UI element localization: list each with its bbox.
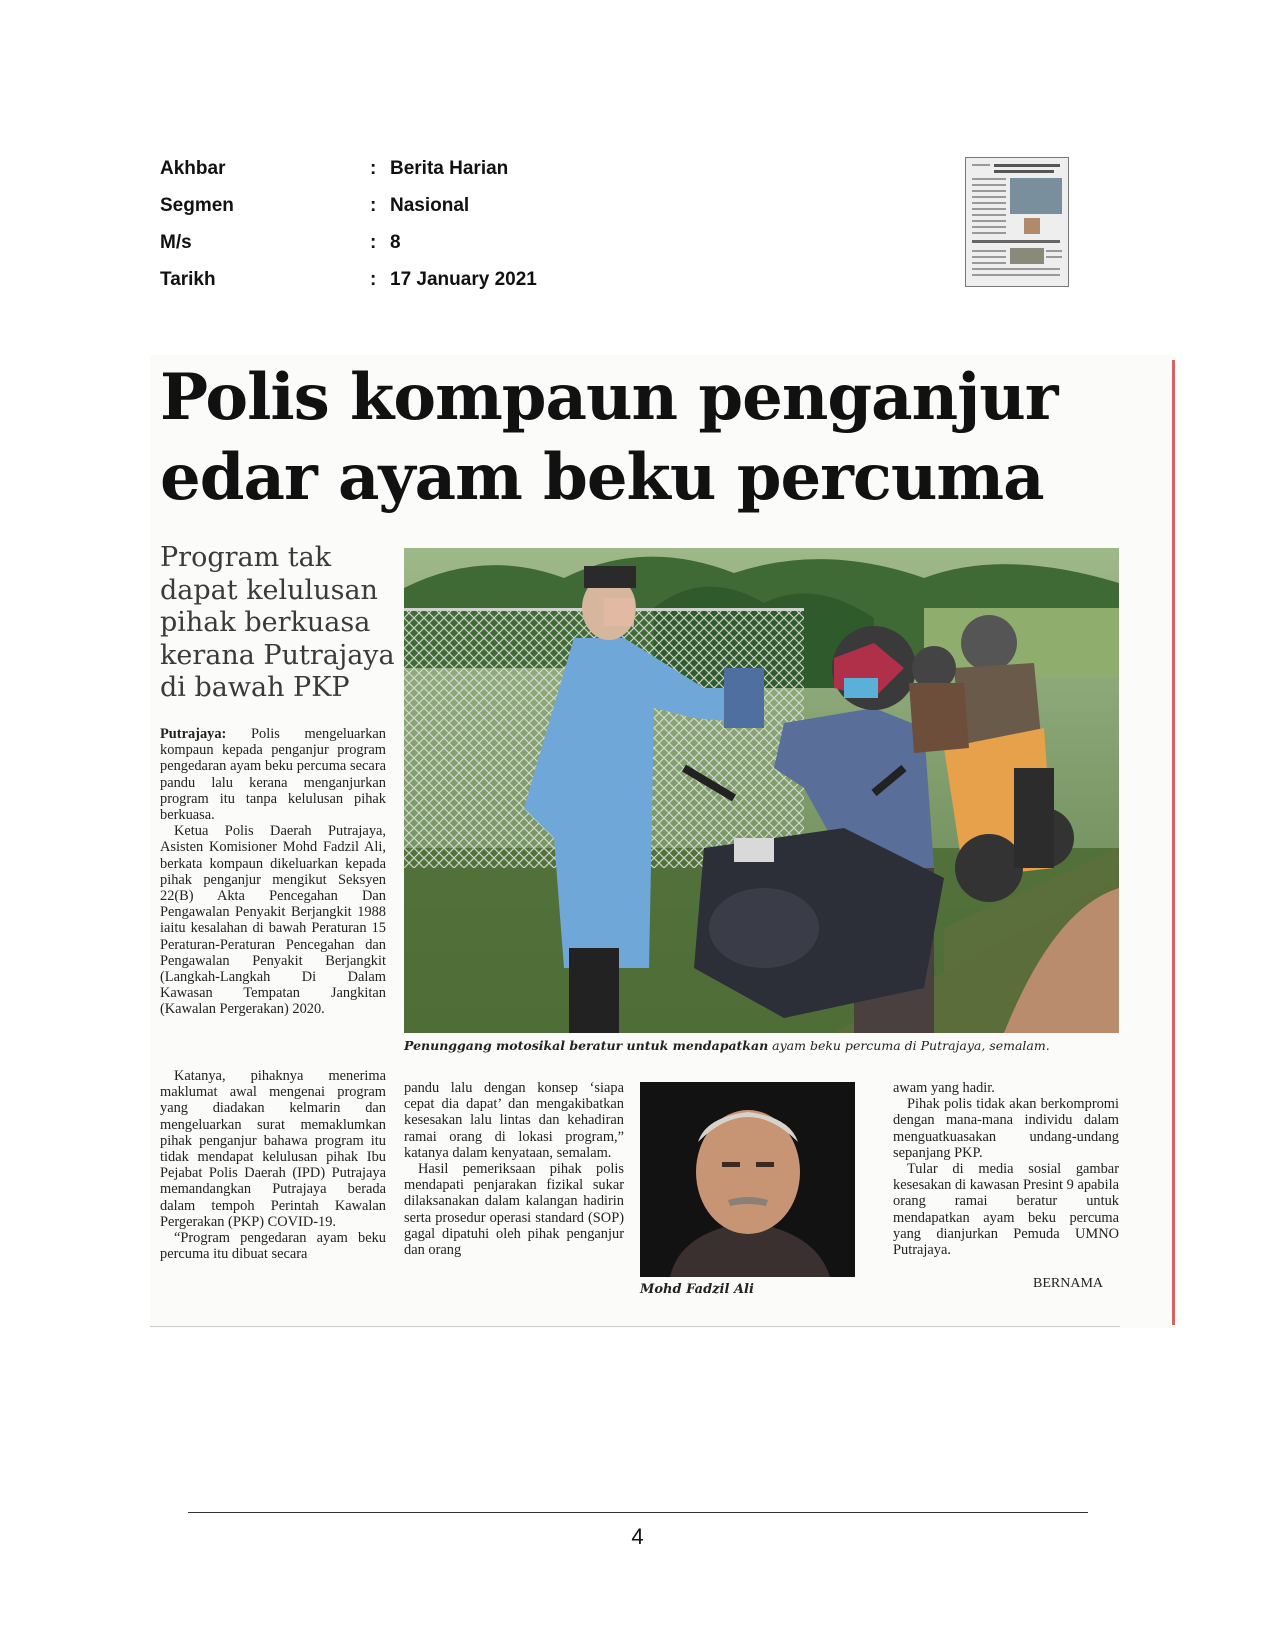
article-column-1 <box>160 726 386 1018</box>
photo-illustration <box>404 548 1119 1033</box>
meta-value: Nasional <box>390 194 470 216</box>
paragraph: pandu lalu dengan konsep ‘siapa cepat dia dapat’ dan mengakibatkan kesesakan lalu lintas dan kehadiran ramai orang di lokasi program,” katanya dalam kenyataan, semalam. <box>404 1080 624 1161</box>
article-metadata <box>160 150 537 298</box>
portrait-caption: Mohd Fadzil Ali <box>640 1282 754 1297</box>
article-column-1-continued <box>160 1068 386 1262</box>
clipping-bottom-rule <box>150 1326 1120 1327</box>
meta-colon: : <box>370 231 377 253</box>
caption-text: ayam beku percuma di Putrajaya, semalam. <box>768 1038 1050 1053</box>
meta-value: 17 January 2021 <box>390 268 537 290</box>
meta-row-newspaper <box>160 150 537 187</box>
headline <box>160 358 1120 518</box>
article-column-2 <box>404 1080 624 1258</box>
article-column-4 <box>893 1080 1119 1258</box>
subheadline-line: Program tak <box>160 542 332 573</box>
paragraph-text: Polis mengeluarkan kompaun kepada penganjur program pengedaran ayam beku percuma secara pandu lalu kerana menganjurkan program itu tanpa kelulusan pihak berkuasa. <box>160 726 386 824</box>
subheadline-line: kerana Putrajaya <box>160 639 395 671</box>
headline-line: edar ayam beku percuma <box>160 440 1044 515</box>
paragraph: Tular di media sosial gambar kesesakan di kawasan Presint 9 apabila orang ramai beratur untuk mendapatkan ayam beku percuma yang dianjurkan Pemuda UMNO Putrajaya. <box>893 1161 1119 1259</box>
portrait-photo <box>640 1082 855 1277</box>
subheadline-line: di bawah PKP <box>160 672 350 703</box>
paragraph: Pihak polis tidak akan berkompromi dengan mana-mana individu dalam menguatkuasakan undang-undang sepanjang PKP. <box>893 1096 1119 1161</box>
subheadline <box>160 542 400 705</box>
meta-value: 8 <box>390 231 401 253</box>
paragraph <box>160 726 386 823</box>
meta-colon: : <box>370 268 377 290</box>
dateline: Putrajaya: <box>160 726 227 742</box>
main-photo <box>404 548 1119 1033</box>
photo-caption <box>404 1038 1119 1053</box>
newspaper-page-thumbnail <box>965 157 1069 287</box>
meta-row-segment <box>160 187 537 224</box>
portrait-illustration <box>640 1082 855 1277</box>
footer-rule <box>188 1512 1088 1513</box>
paragraph: Hasil pemeriksaan pihak polis mendapati penjarakan fizikal sukar dilaksanakan dalam kalangan hadirin serta prosedur operasi standard (SOP) gagal dipatuhi oleh pihak penganjur dan orang <box>404 1161 624 1259</box>
meta-value: Berita Harian <box>390 157 509 179</box>
subheadline-line: pihak berkuasa <box>160 607 371 638</box>
page-number: 4 <box>631 1524 644 1549</box>
meta-row-page <box>160 224 537 261</box>
paragraph: Katanya, pihaknya menerima maklumat awal mengenai program yang diadakan kelmarin dan mengeluarkan surat memaklumkan pihak penganjur bahawa program itu tidak mendapat kelulusan pihak Ibu Pejabat Polis Daerah (IPD) Putrajaya memandangkan Putrajaya berada dalam tempoh Perintah Kawalan Pergerakan (PKP) COVID-19. <box>160 1068 386 1230</box>
subheadline-line: dapat kelulusan <box>160 574 378 606</box>
meta-label: Akhbar <box>160 157 226 179</box>
caption-bold: Penunggang motosikal beratur untuk mendapatkan <box>404 1038 769 1053</box>
meta-row-date <box>160 261 537 298</box>
clipping-edge <box>1172 360 1175 1325</box>
byline: BERNAMA <box>1033 1276 1104 1291</box>
paragraph: awam yang hadir. <box>893 1080 995 1096</box>
meta-colon: : <box>370 194 377 216</box>
paragraph: “Program pengedaran ayam beku percuma itu dibuat secara <box>160 1230 386 1263</box>
paragraph: Ketua Polis Daerah Putrajaya, Asisten Komisioner Mohd Fadzil Ali, berkata kompaun dikeluarkan kepada pihak penganjur mengikut Seksyen 22(B) Akta Pencegahan Dan Pengawalan Penyakit Berjangkit 1988 iaitu kesalahan di bawah Peraturan 15 Peraturan-Peraturan Pencegahan dan Pengawalan Penyakit Berjangkit (Langkah-Langkah Di Dalam Kawasan Tempatan Jangkitan (Kawalan Pergerakan) 2020. <box>160 823 386 1018</box>
headline-line: Polis kompaun penganjur <box>160 360 1058 435</box>
meta-label: Tarikh <box>160 268 216 290</box>
meta-label: M/s <box>160 231 192 253</box>
meta-label: Segmen <box>160 194 234 216</box>
meta-colon: : <box>370 157 377 179</box>
